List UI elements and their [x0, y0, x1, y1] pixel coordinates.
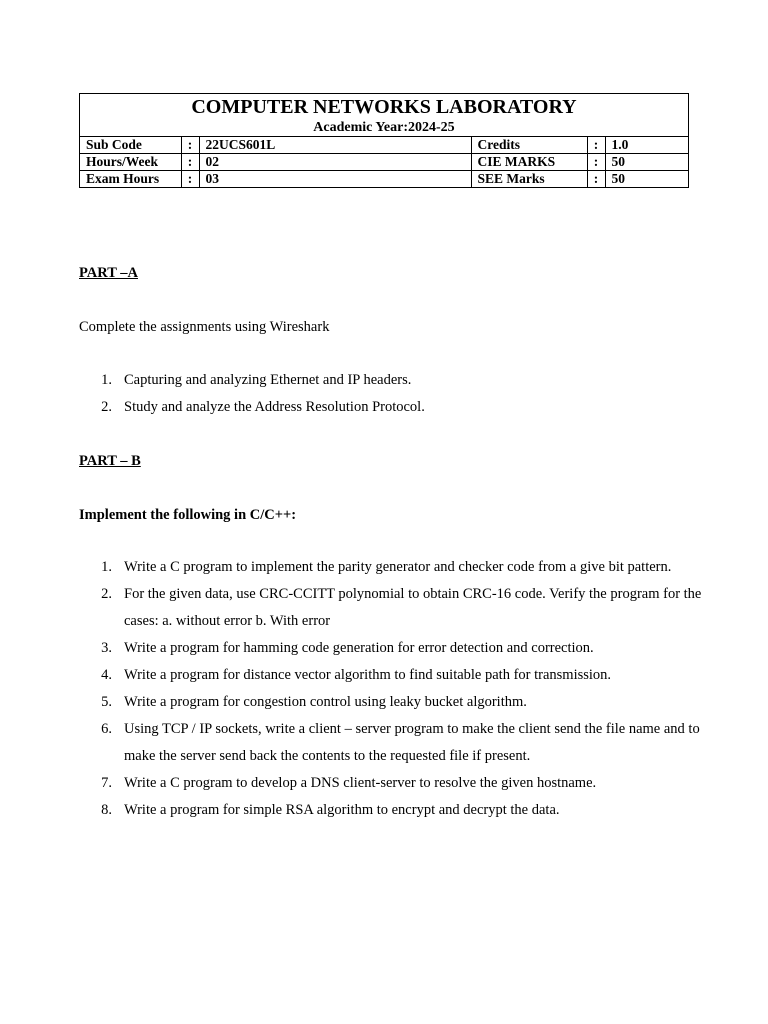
- list-item: [79, 716, 719, 770]
- part-b-intro: Implement the following in C/C++:: [79, 507, 297, 523]
- meta-label: CIE MARKS: [471, 154, 587, 171]
- part-a-heading: PART –A: [79, 265, 138, 281]
- list-item-number: 1.: [101, 559, 112, 575]
- meta-value: 50: [605, 154, 688, 171]
- meta-separator: :: [181, 171, 199, 188]
- list-item-number: 3.: [101, 640, 112, 656]
- list-item-number: 8.: [101, 802, 112, 818]
- meta-separator: :: [587, 137, 605, 154]
- table-row: [80, 154, 688, 171]
- list-item-text: Write a C program to implement the parity generator and checker code from a give bit pattern.: [124, 559, 672, 575]
- course-title: COMPUTER NETWORKS LABORATORY: [191, 96, 577, 118]
- course-header-box: [79, 93, 689, 188]
- list-item-number: 6.: [101, 721, 112, 737]
- list-item-text: Capturing and analyzing Ethernet and IP headers.: [124, 372, 412, 388]
- list-item-text: Using TCP / IP sockets, write a client – server program to make the client send the file name and to make the server send back the contents to the requested file if present.: [124, 721, 700, 764]
- meta-separator: :: [181, 137, 199, 154]
- meta-value: 03: [199, 171, 471, 188]
- meta-separator: :: [587, 154, 605, 171]
- list-item: [79, 662, 719, 689]
- list-item: [79, 394, 719, 421]
- list-item-text: Write a program for hamming code generation for error detection and correction.: [124, 640, 594, 656]
- meta-label: Exam Hours: [80, 171, 181, 188]
- meta-value: 02: [199, 154, 471, 171]
- list-item: [79, 770, 719, 797]
- list-item: [79, 689, 719, 716]
- list-item-number: 4.: [101, 667, 112, 683]
- meta-value: 50: [605, 171, 688, 188]
- list-item-text: For the given data, use CRC-CCITT polynomial to obtain CRC-16 code. Verify the program for the cases: a. without error b. With error: [124, 586, 702, 629]
- meta-value: 1.0: [605, 137, 688, 154]
- list-item-number: 5.: [101, 694, 112, 710]
- part-b-heading: PART – B: [79, 453, 141, 469]
- part-a-intro: Complete the assignments using Wireshark: [79, 319, 330, 335]
- list-item: [79, 554, 719, 581]
- list-item-number: 2.: [101, 586, 112, 602]
- list-item-text: Write a program for simple RSA algorithm to encrypt and decrypt the data.: [124, 802, 560, 818]
- list-item: [79, 581, 719, 635]
- part-a-list: [79, 367, 719, 421]
- table-row: [80, 137, 688, 154]
- list-item-text: Write a C program to develop a DNS client-server to resolve the given hostname.: [124, 775, 597, 791]
- meta-separator: :: [181, 154, 199, 171]
- list-item: [79, 635, 719, 662]
- academic-year: Academic Year:2024-25: [313, 120, 455, 135]
- meta-label: SEE Marks: [471, 171, 587, 188]
- meta-label: Credits: [471, 137, 587, 154]
- meta-separator: :: [587, 171, 605, 188]
- list-item-number: 7.: [101, 775, 112, 791]
- course-meta-table: [80, 136, 688, 187]
- list-item-text: Write a program for congestion control using leaky bucket algorithm.: [124, 694, 527, 710]
- list-item: [79, 367, 719, 394]
- meta-label: Sub Code: [80, 137, 181, 154]
- meta-value: 22UCS601L: [199, 137, 471, 154]
- list-item-number: 1.: [101, 372, 112, 388]
- part-b-list: [79, 554, 719, 824]
- list-item-text: Write a program for distance vector algorithm to find suitable path for transmission.: [124, 667, 612, 683]
- list-item: [79, 797, 719, 824]
- table-row: [80, 171, 688, 188]
- meta-label: Hours/Week: [80, 154, 181, 171]
- list-item-text: Study and analyze the Address Resolution Protocol.: [124, 399, 425, 415]
- list-item-number: 2.: [101, 399, 112, 415]
